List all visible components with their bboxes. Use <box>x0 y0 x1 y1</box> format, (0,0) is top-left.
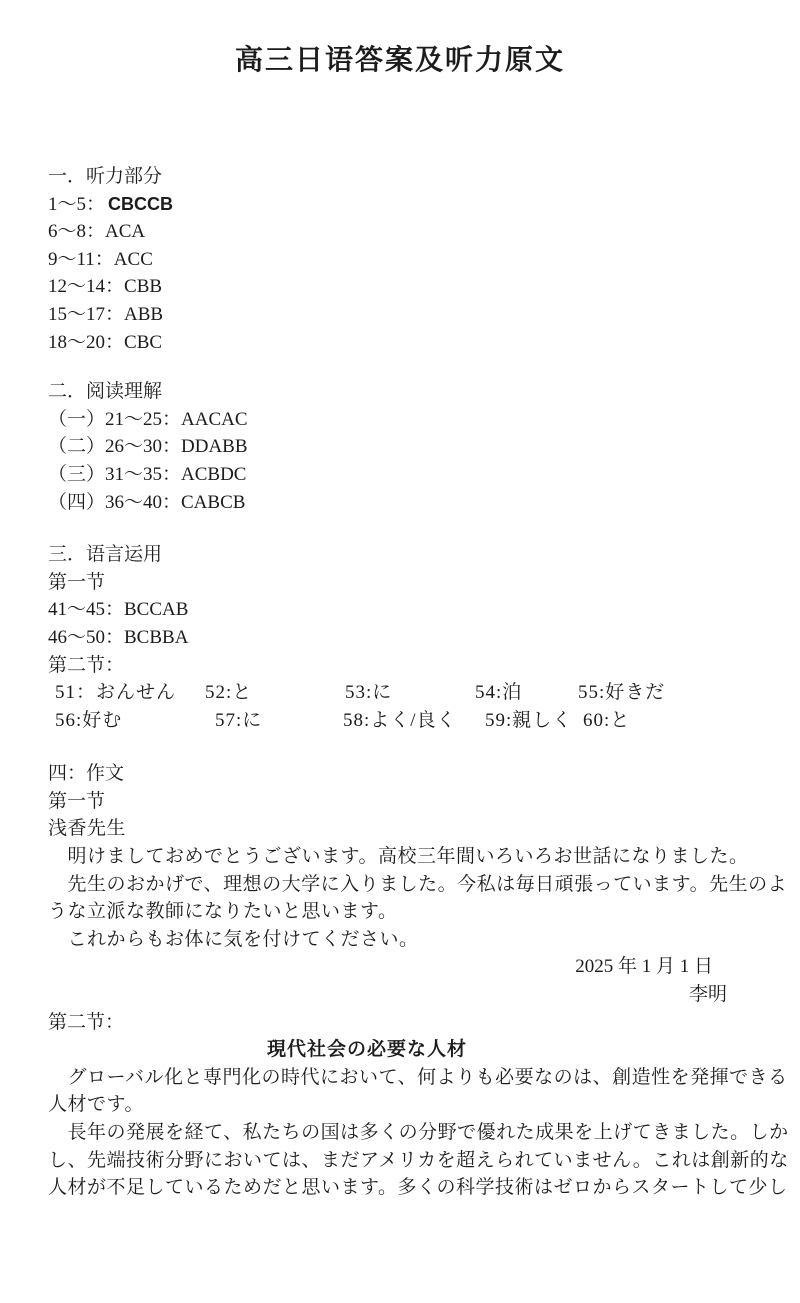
essay-line: し、先端技術分野においては、まだアメリカを超えられていません。これは創新的な <box>48 1149 789 1171</box>
answer-value: ABB <box>124 303 164 325</box>
language-answer-41-45: 41～45：BCCAB <box>48 599 189 621</box>
essay-line: 人材が不足しているためだと思います。多くの科学技術はゼロからスタートして少し <box>48 1177 788 1199</box>
answer-range: 1～5： <box>48 193 106 215</box>
answer-value: ACC <box>113 248 153 270</box>
answer-52: 52:と <box>205 682 253 704</box>
letter-line: これからもお体に気を付けてください。 <box>48 928 419 950</box>
answer-range: 12～14： <box>48 276 125 298</box>
reading-answer-36-40: （四）36～40：CABCB <box>48 491 246 513</box>
answer-range: 15～17： <box>48 303 125 325</box>
listening-heading: 一．听力部分 <box>48 166 163 187</box>
essay-title: 現代社会の必要な人材 <box>266 1039 467 1061</box>
listening-answer-12-14 <box>48 273 788 301</box>
answer-51: 51：おんせん <box>55 682 177 704</box>
language-answer-row-51-55 <box>48 679 788 707</box>
reading-heading: 二．阅读理解 <box>48 381 163 403</box>
answer-57: 57:に <box>215 709 263 731</box>
letter-date: 2025 年 1 月 1 日 <box>575 956 713 978</box>
answer-59: 59:親しく <box>485 709 573 731</box>
answer-value: CBB <box>124 276 163 298</box>
answer-range: 18～20： <box>48 331 125 353</box>
answer-53: 53:に <box>345 682 393 704</box>
listening-answer-9-11 <box>48 246 788 274</box>
language-heading: 三．语言运用 <box>48 544 163 566</box>
letter-line: 先生のおかげで、理想の大学に入りました。今私は毎日頑張っています。先生のよ <box>48 873 788 895</box>
language-part2-label: 第二节： <box>48 654 125 676</box>
answer-value: CBCCB <box>108 193 174 214</box>
answer-value: ACA <box>105 221 146 243</box>
answer-56: 56:好む <box>55 709 123 731</box>
document-content <box>48 163 788 1202</box>
letter-line: うな立派な教師になりたいと思います。 <box>48 901 398 923</box>
answer-value: CBC <box>124 331 163 353</box>
section-writing <box>48 760 788 1202</box>
letter-signature: 李明 <box>688 984 727 1006</box>
section-language-use <box>48 541 788 734</box>
reading-answer-31-35: （三）31～35：ACBDC <box>48 463 247 485</box>
language-part1-label: 第一节 <box>48 571 106 593</box>
letter-line: 明けましておめでとうございます。高校三年間いろいろお世話になりました。 <box>48 846 749 868</box>
reading-answer-21-25: （一）21～25：AACAC <box>48 408 248 430</box>
essay-line: 人材です。 <box>48 1094 144 1116</box>
section-reading <box>48 378 788 516</box>
letter-salutation: 浅香先生 <box>48 818 127 840</box>
answer-range: 9～11： <box>48 248 114 270</box>
answer-58: 58:よく/良く <box>343 709 457 731</box>
essay-line: グローバル化と専門化の時代において、何よりも必要なのは、創造性を発揮できる <box>48 1066 788 1088</box>
writing-heading: 四：作文 <box>48 763 125 785</box>
essay-line: 長年の発展を経て、私たちの国は多くの分野で優れた成果を上げてきました。しか <box>48 1122 789 1143</box>
listening-answer-18-20 <box>48 329 788 357</box>
listening-answer-1-5 <box>48 191 788 219</box>
answer-range: 6～8： <box>48 221 106 243</box>
answer-54: 54:泊 <box>475 682 523 704</box>
answer-55: 55:好きだ <box>578 682 666 704</box>
listening-answer-15-17 <box>48 301 788 329</box>
listening-answer-6-8 <box>48 218 788 246</box>
document-page <box>0 42 800 1303</box>
document-title: 高三日语答案及听力原文 <box>234 45 565 76</box>
answer-60: 60:と <box>583 709 631 731</box>
reading-answer-26-30: （二）26～30：DDABB <box>48 436 248 458</box>
writing-part2-label: 第二节： <box>48 1011 125 1033</box>
language-answer-row-56-60 <box>48 707 788 735</box>
writing-part1-label: 第一节 <box>48 790 106 812</box>
section-listening <box>48 163 788 356</box>
language-answer-46-50: 46～50：BCBBA <box>48 626 189 648</box>
